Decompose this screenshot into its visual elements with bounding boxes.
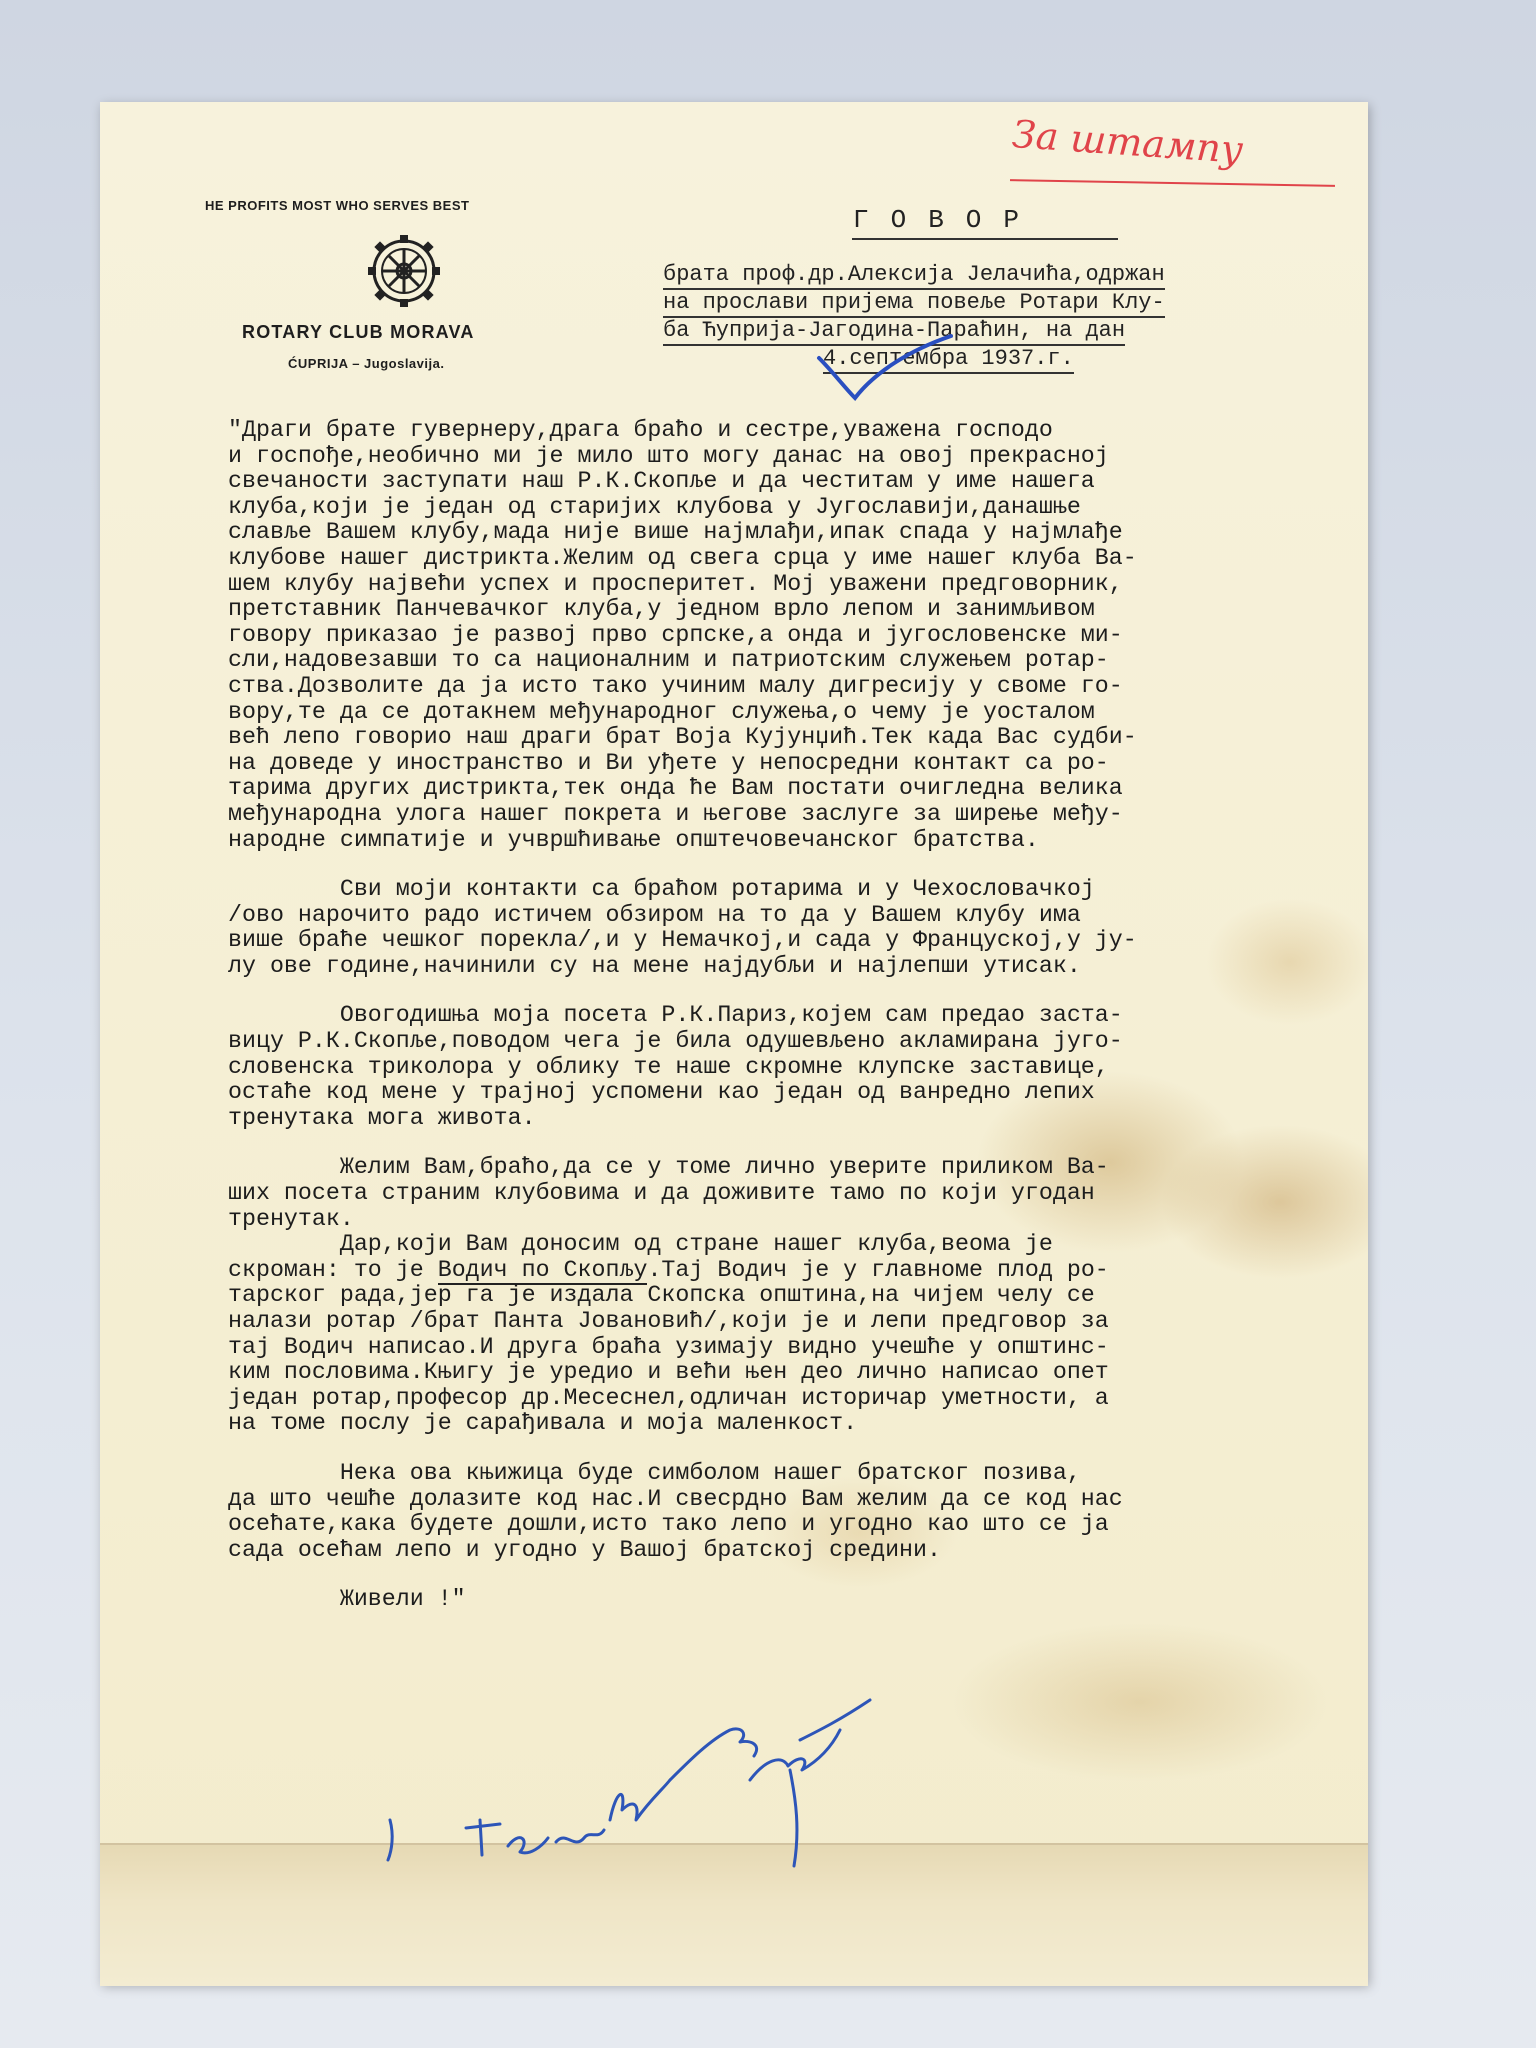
text-line: да што чешће долазите код нас.И свесрдно Вам желим да се код нас — [228, 1485, 1123, 1512]
text-line: говору приказао је развој прво српске,а онда и југословенске ми- — [228, 621, 1123, 648]
text-line: налази ротар /брат Панта Јовановић/,који је и лепи предговор за — [228, 1308, 1109, 1334]
text-line: тарима других дистрикта,тек онда ће Вам постати очигледна велика — [228, 775, 1123, 802]
text-line: скроман: то је Водич по Скопљу.Тај Водич је у главноме плод ро- — [228, 1256, 1109, 1283]
text-line: шем клубу највећи успех и просперитет. Мој уважени предговорник, — [228, 570, 1123, 597]
text-line: /ово нарочито радо истичем обзиром на то да у Вашем клубу има — [228, 901, 1081, 928]
text-line: сада осећам лепо и угодно у Вашој братској средини. — [228, 1536, 942, 1563]
speech-body — [228, 418, 1338, 1613]
text-line: ших посета страним клубовима и да доживите тамо по који угодан — [228, 1180, 1095, 1207]
text-line: осећате,кака будете дошли,исто тако лепо и угодно као што се ја — [228, 1511, 1109, 1538]
subtitle-line: ба Ћуприја-Јагодина-Параћин, на дан — [663, 318, 1125, 346]
paragraph-1 — [228, 418, 1338, 853]
subtitle-line: на прослави пријема повеље Ротари Клу- — [663, 290, 1165, 318]
text-line: вицу Р.К.Скопље,поводом чега је била одушевљено акламирана југо- — [228, 1028, 1123, 1055]
document-subtitle — [663, 262, 1343, 374]
text-line: ства.Дозволите да ја исто тако учиним малу дигресију у своме го- — [228, 672, 1123, 699]
title-underline — [852, 238, 1118, 240]
text-line: лу ове године,начинили су на мене најдубљи и најлепши утисак. — [228, 952, 1081, 979]
text-line: Живели !" — [228, 1586, 466, 1613]
paragraph-2 — [228, 877, 1338, 979]
text-line: на доведе у иностранство и Ви уђете у непосредни контакт са ро- — [228, 749, 1109, 776]
text-line: остаће код мене у трајној успомени као један од ванредно лепих — [228, 1079, 1095, 1106]
subtitle-line: 4.септембра 1937.г. — [823, 346, 1074, 374]
paragraph-6 — [228, 1461, 1338, 1563]
subtitle-line: брата проф.др.Алексија Јелачића,одржан — [663, 262, 1165, 290]
checkmark-icon — [815, 332, 955, 402]
letterhead-motto: HE PROFITS MOST WHO SERVES BEST — [205, 198, 470, 213]
text-line: народне симпатије и учвршћивање општечовечанског братства. — [228, 826, 1039, 853]
paragraph-5 — [228, 1232, 1338, 1437]
closing — [228, 1587, 1338, 1613]
text-line: свечаности заступати наш Р.К.Скопље и да честитам у име нашега — [228, 468, 1095, 495]
text-line: Нека ова књижица буде симболом нашег братског позива, — [228, 1459, 1081, 1486]
handwritten-signature — [370, 1670, 890, 1870]
handwritten-note: За штампу — [1010, 111, 1245, 173]
text-line: славље Вашем клубу,мада није више најмлађи,ипак спада у најмлађе — [228, 519, 1123, 546]
text-line: тарског рада,јер га је издала Скопска општина,на чијем челу се — [228, 1282, 1095, 1309]
rotary-wheel-icon — [366, 233, 442, 309]
text-line: вору,те да се дотакнем међународног служења,о чему је уосталом — [228, 698, 1095, 725]
text-line: "Драги брате гувернеру,драга браћо и сестре,уважена господо — [228, 417, 1053, 443]
text-line: Дар,који Вам доносим од стране нашег клуба,веома је — [228, 1231, 1053, 1258]
letterhead-club-name: ROTARY CLUB MORAVA — [242, 322, 475, 342]
text-line: клубове нашег дистрикта.Желим од свега срца у име нашег клуба Ва- — [228, 544, 1137, 571]
document-title: ГОВОР — [853, 205, 1042, 235]
text-line: Желим Вам,браћо,да се у томе лично уверите приликом Ва- — [228, 1154, 1109, 1181]
text-line: и госпође,необично ми је мило што могу данас на овој прекрасној — [228, 442, 1109, 469]
underlined-title: Водич по Скопљу — [437, 1256, 648, 1283]
text-line: тренутак. — [228, 1205, 354, 1232]
text-line: словенска триколора у облику те наше скромне клупске заставице, — [228, 1053, 1109, 1080]
text-line: Овогодишња моја посета Р.К.Париз,којем сам предао заста- — [228, 1002, 1123, 1029]
text-line: један ротар,професор др.Месеснел,одличан историчар уметности, а — [228, 1384, 1109, 1411]
text-line: тренутака мога живота. — [228, 1104, 536, 1131]
paragraph-3 — [228, 1003, 1338, 1131]
text-line: међународна улога нашег покрета и његове заслуге за ширење међу- — [228, 800, 1123, 827]
paragraph-4 — [228, 1155, 1338, 1232]
letterhead-city: ĆUPRIJA – Jugoslavija. — [288, 356, 445, 371]
text-line: више браће чешког порекла/,и у Немачкој,и сада у Француској,у ју- — [228, 927, 1137, 954]
text-line: већ лепо говорио наш драги брат Воја Кујунџић.Тек када Вас судби- — [228, 724, 1137, 751]
text-line: тај Водич написао.И друга браћа узимају видно учешће у општинс- — [228, 1333, 1109, 1360]
text-line: ким пословима.Књигу је уредио и већи њен део лично написао опет — [228, 1359, 1109, 1386]
text-line: сли,надовезавши то са националним и патриотским служењем ротар- — [228, 647, 1109, 674]
text-line: Сви моји контакти са браћом ротарима и у Чехословачкој — [228, 876, 1095, 903]
text-line: клуба,који је један од старијих клубова у Југославији,данашње — [228, 493, 1081, 520]
text-line: претставник Панчевачког клуба,у једном врло лепом и занимљивом — [228, 596, 1095, 623]
text-line: на томе послу је сарађивала и моја маленкост. — [228, 1410, 858, 1437]
